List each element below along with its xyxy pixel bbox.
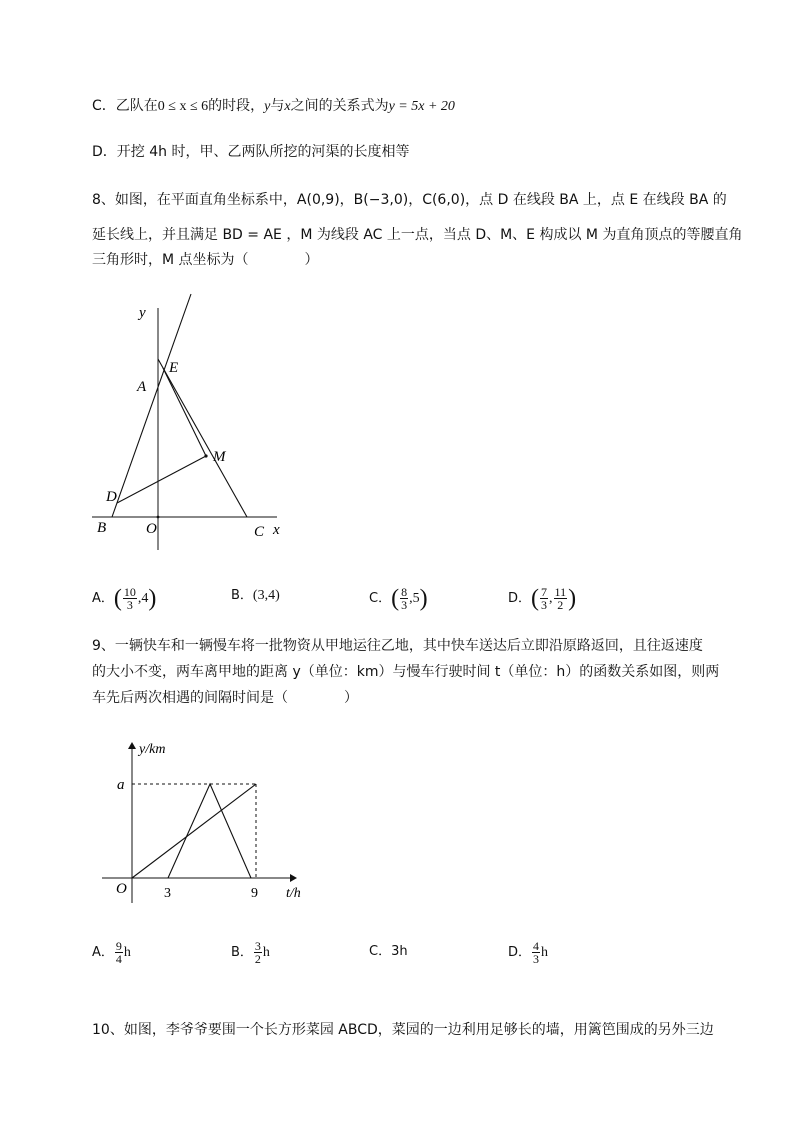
q8-label-m: M	[213, 449, 226, 465]
q8-option-d-fraction-2: $\frac{11}{2}$	[554, 585, 567, 612]
q9-line-3: 车先后两次相遇的间隔时间是（ ）	[92, 690, 358, 706]
q8-option-a: A．( $\frac{10}{3}$ ,4)	[92, 585, 157, 612]
q9-label-a: a	[117, 777, 125, 793]
q8-segment-dm	[117, 456, 206, 503]
q7-option-c: C．乙队在0 ≤ x ≤ 6的时段，y与x之间的关系式为y = 5x + 20	[92, 98, 455, 114]
q8-option-b: B．(3,4)	[231, 588, 280, 603]
q9-option-a: A． $\frac{9}{4}$ h	[92, 939, 131, 966]
q9-option-b: B． $\frac{3}{2}$ h	[231, 939, 270, 966]
q8-label-b: B	[97, 520, 107, 536]
q7-option-d: D．开挖 4h 时，甲、乙两队所挖的河渠的长度相等	[92, 144, 410, 160]
q8-segment-ac	[158, 359, 247, 517]
q9-option-b-fraction: $\frac{3}{2}$	[254, 939, 261, 966]
q9-line-2: 的大小不变，两车离甲地的距离 y（单位：km）与慢车行驶时间 t（单位：h）的函数关系如图，则两	[92, 664, 720, 680]
q8-label-o: O	[146, 521, 157, 537]
q9-option-d: D． $\frac{4}{3}$ h	[508, 939, 549, 966]
q9-option-d-fraction: $\frac{4}{3}$	[533, 939, 540, 966]
q8-line-3: 三角形时，M 点坐标为（ ）	[92, 252, 319, 268]
q9-label-o: O	[116, 881, 127, 897]
q9-option-c: C．3h	[369, 944, 408, 959]
q7-option-c-equation: y = 5x + 20	[388, 99, 455, 114]
q10-line-1: 10、如图，李爷爷要围一个长方形菜园 ABCD，菜园的一边利用足够长的墙，用篱笆围成的另外三边	[92, 1022, 714, 1038]
q8-line-2: 延长线上，并且满足 BD = AE ，M 为线段 AC 上一点，当点 D、M、E 构成以 M 为直角顶点的等腰直角	[92, 227, 743, 243]
q8-label-x: x	[273, 522, 280, 538]
q9-label-9: 9	[251, 886, 258, 901]
q8-option-a-fraction: $\frac{10}{3}$	[123, 585, 136, 612]
q8-option-d-fraction-1: $\frac{7}{3}$	[541, 585, 548, 612]
q9-label-ylabel: y/km	[139, 742, 166, 757]
q8-line-1: 8、如图，在平面直角坐标系中，A(0,9)，B(−3,0)，C(6,0)，点 D 在线段 BA 上，点 E 在线段 BA 的	[92, 192, 727, 208]
q9-fast-car-line	[168, 784, 251, 878]
q8-option-c: C．( $\frac{8}{3}$ ,5)	[369, 585, 428, 612]
q8-segment-em	[163, 368, 206, 456]
q8-label-c: C	[254, 524, 265, 540]
q8-point-m	[204, 454, 207, 457]
q8-point-o	[157, 516, 160, 519]
q8-line-be	[112, 294, 191, 517]
q8-label-y: y	[139, 305, 146, 321]
q8-label-e: E	[169, 360, 179, 376]
q8-label-d: D	[106, 489, 117, 505]
q9-label-3: 3	[164, 886, 171, 901]
q8-option-d: D．( $\frac{7}{3}$ , $\frac{11}{2}$ )	[508, 585, 577, 612]
q9-slow-car-line	[132, 784, 256, 878]
q8-option-c-fraction: $\frac{8}{3}$	[401, 585, 408, 612]
q9-line-1: 9、一辆快车和一辆慢车将一批物资从甲地运往乙地，其中快车送达后立即沿原路返回，且往返速度	[92, 638, 703, 654]
q9-figure	[96, 733, 326, 908]
q9-option-a-fraction: $\frac{9}{4}$	[115, 939, 122, 966]
q8-figure	[85, 286, 325, 556]
q9-label-xlabel: t/h	[286, 886, 301, 901]
q8-label-a: A	[137, 379, 147, 395]
q7-option-c-condition: 0 ≤ x ≤ 6	[157, 99, 209, 114]
